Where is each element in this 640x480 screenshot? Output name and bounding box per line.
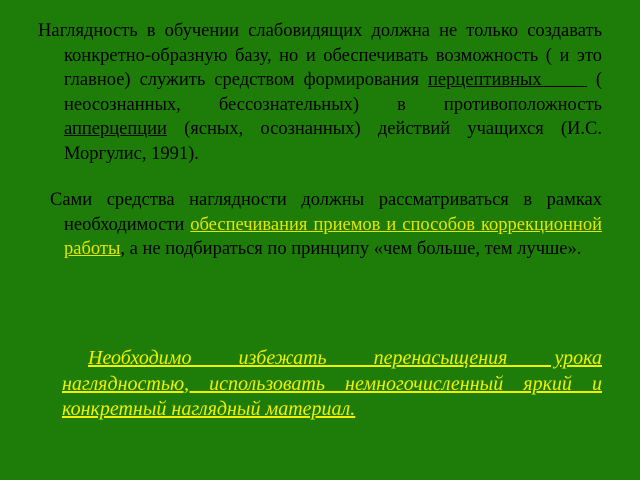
paragraph-visual-aids-text-2: , а не подбираться по принципу «чем больше, тем лучше».	[120, 239, 582, 259]
conclusion-highlight: Необходимо избежать перенасыщения урока наглядностью, использовать немногочисленный яркий и конкретный наглядный материал.	[62, 347, 602, 420]
correction-work-link[interactable]: обеспечивания приемов и способов коррекционной работы	[64, 214, 602, 259]
paragraph-visual-aids-text-1: Сами средства наглядности должны рассматриваться в рамках необходимости	[50, 190, 602, 235]
paragraph-perception-text-3: (ясных, осознанных) действий учащихся (И.С. Моргулис, 1991).	[64, 119, 602, 164]
term-perceptive-link[interactable]: перцептивных	[428, 70, 587, 90]
paragraph-visual-aids	[38, 188, 602, 262]
term-apperception-link[interactable]: апперцепции	[64, 119, 167, 139]
paragraph-perception-text-1: Наглядность в обучении слабовидящих должна не только создавать конкретно-образную базу, но и обеспечивать возможность ( и это главное) служить средством формирования	[38, 21, 602, 90]
paragraph-perception-text-2: ( неосознанных, бессознательных) в противоположность	[64, 70, 602, 115]
paragraph-perception	[38, 19, 602, 166]
